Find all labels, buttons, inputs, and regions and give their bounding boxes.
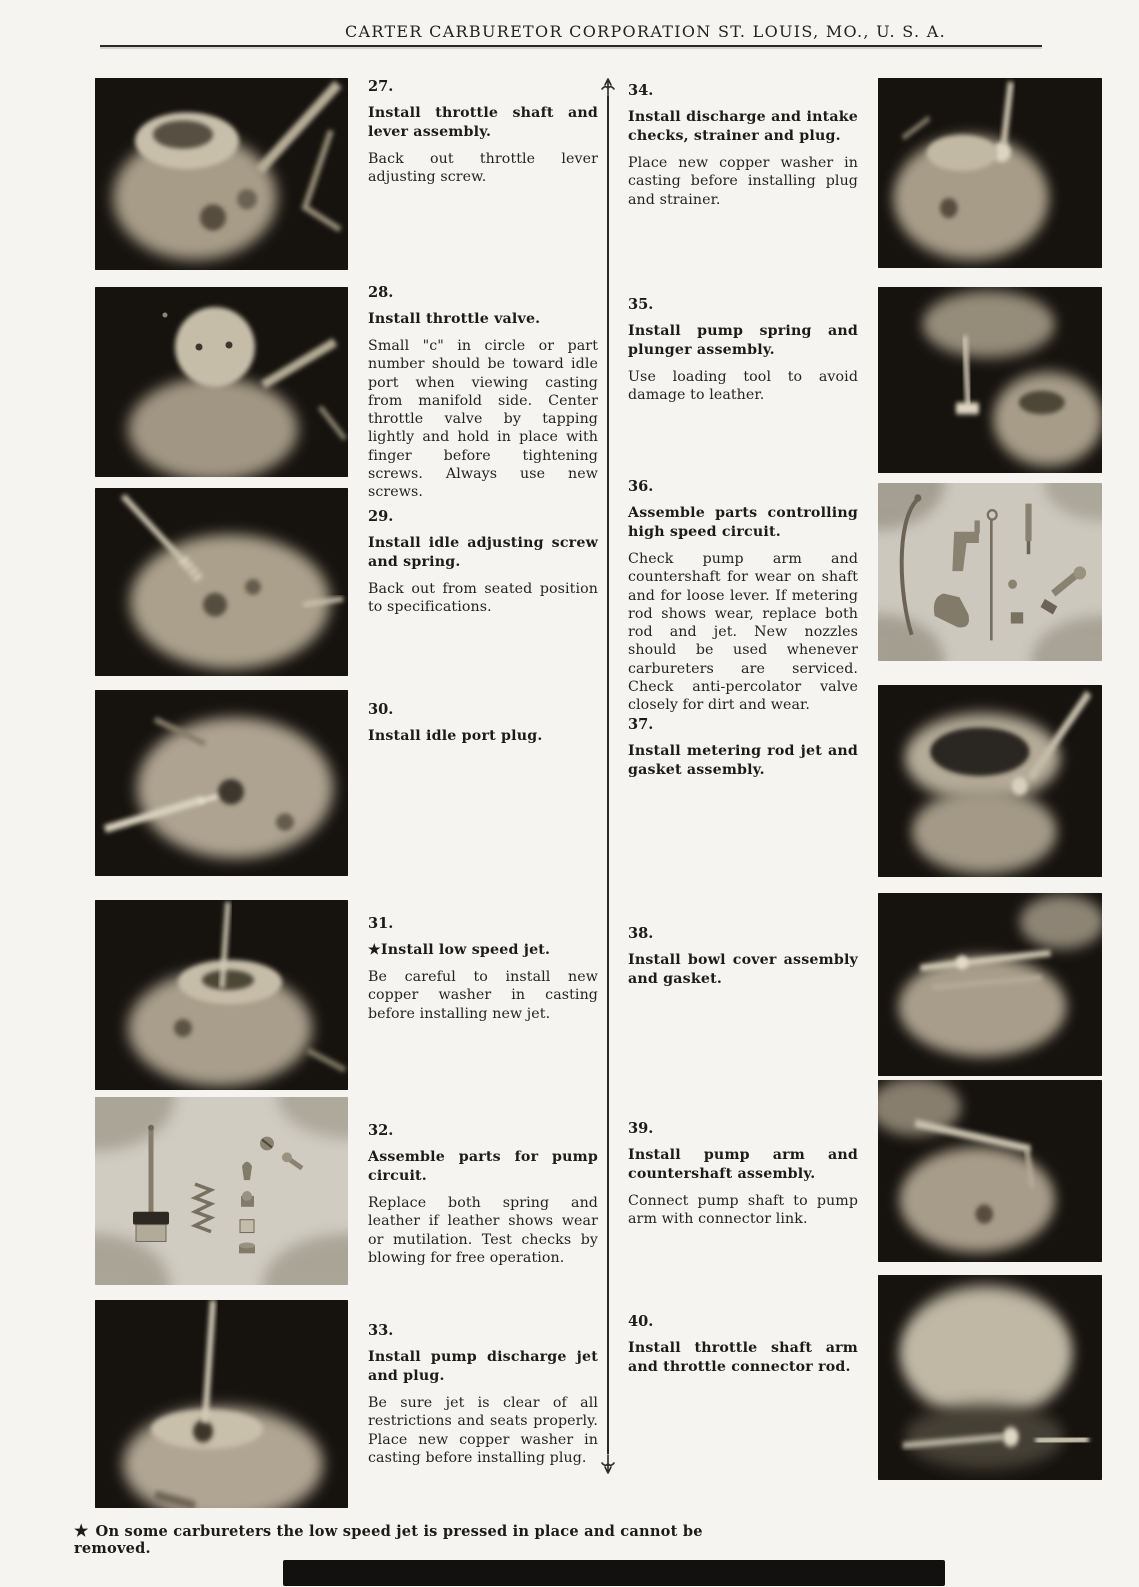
step-heading: Assemble parts controlling high speed circuit. [628,505,858,540]
column-divider [607,96,609,1454]
header-rule [100,45,1042,47]
step-28 [368,284,598,502]
carburetor-photo-icon [95,900,348,1090]
step-number: 32. [368,1122,394,1139]
carburetor-photo-icon [878,893,1102,1076]
step-body: Check pump arm and countershaft for wear on shaft and for loose lever. If metering rod shows wear, replace both rod and jet. New nozzles should be used whenever carbureters are serviced. Check anti-percolator valve closely for dirt and wear. [628,551,858,714]
step-body: Small "c" in circle or part number should be toward idle port when viewing casting from manifold side. Center throttle valve by tapping lightly and hold in place with finger before tightening screws. Always use new screws. [368,338,598,501]
step-body: Place new copper washer in casting before installing plug and strainer. [628,155,858,208]
step-number: 34. [628,82,654,99]
carburetor-photo-icon [878,287,1102,473]
step-body: Use loading tool to avoid damage to leather. [628,369,858,404]
figure-step-36 [878,483,1102,661]
figure-step-30 [95,690,348,876]
carburetor-photo-icon [878,1275,1102,1480]
step-heading: Install idle port plug. [368,728,543,744]
step-number: 30. [368,701,394,718]
step-32 [368,1122,598,1267]
step-number: 29. [368,508,394,525]
step-number: 39. [628,1120,654,1137]
step-body: Be sure jet is clear of all restrictions and seats properly. Place new copper washer in casting before installing plug. [368,1395,598,1466]
carburetor-photo-icon [878,78,1102,268]
carburetor-photo-icon [95,78,348,270]
high-speed-parts-photo-icon [878,483,1102,661]
carburetor-photo-icon [878,1080,1102,1262]
step-number: 28. [368,284,394,301]
carburetor-photo-icon [95,488,348,676]
carburetor-photo-icon [95,690,348,876]
step-heading: Install discharge and intake checks, strainer and plug. [628,109,858,144]
figure-step-31 [95,900,348,1090]
figure-step-33 [95,1300,348,1508]
step-number: 31. [368,915,394,932]
step-heading: Assemble parts for pump circuit. [368,1149,598,1184]
step-number: 27. [368,78,394,95]
step-number: 36. [628,478,654,495]
figure-step-35 [878,287,1102,473]
footnote-text: On some carbureters the low speed jet is pressed in place and cannot be removed. [74,1523,703,1557]
figure-step-34 [878,78,1102,268]
figure-step-32 [95,1097,348,1285]
step-heading: Install throttle valve. [368,311,541,327]
page-title: CARTER CARBURETOR CORPORATION ST. LOUIS, MO., U. S. A. [345,22,946,41]
footnote [74,1521,774,1557]
step-number: 35. [628,296,654,313]
step-29 [368,508,598,617]
pump-parts-photo-icon [95,1097,348,1285]
step-heading: ★Install low speed jet. [368,942,551,958]
step-body: Connect pump shaft to pump arm with connector link. [628,1193,858,1228]
figure-step-39 [878,1080,1102,1262]
figure-step-29 [95,488,348,676]
fleuron-bottom-icon [598,1454,618,1476]
carburetor-photo-icon [95,287,348,477]
step-34 [628,82,858,209]
figure-step-28 [95,287,348,477]
step-33 [368,1322,598,1467]
carburetor-photo-icon [878,685,1102,877]
step-body: Be careful to install new copper washer in casting before installing new jet. [368,969,598,1022]
step-heading: Install bowl cover assembly and gasket. [628,952,858,987]
step-39 [628,1120,858,1229]
step-heading: Install idle adjusting screw and spring. [368,535,598,570]
step-number: 33. [368,1322,394,1339]
step-35 [628,296,858,405]
step-27 [368,78,598,187]
carburetor-photo-icon [95,1300,348,1508]
step-heading: Install pump arm and countershaft assembly. [628,1147,858,1182]
step-heading: Install metering rod jet and gasket assembly. [628,743,858,778]
step-heading: Install throttle shaft and lever assembly. [368,105,598,140]
step-38 [628,925,858,997]
star-icon: ★ [74,1521,89,1540]
step-36 [628,478,858,715]
figure-step-38 [878,893,1102,1076]
step-number: 40. [628,1313,654,1330]
figure-step-40 [878,1275,1102,1480]
figure-step-37 [878,685,1102,877]
step-number: 37. [628,716,654,733]
step-37 [628,716,858,788]
step-body: Replace both spring and leather if leather shows wear or mutilation. Test checks by blowing for free operation. [368,1195,598,1266]
step-body: Back out from seated position to specifications. [368,581,598,616]
step-heading: Install throttle shaft arm and throttle connector rod. [628,1340,858,1375]
step-30 [368,701,598,754]
step-body: Back out throttle lever adjusting screw. [368,151,598,186]
figure-step-27 [95,78,348,270]
scan-artifact-bar [283,1560,945,1586]
step-heading: Install pump discharge jet and plug. [368,1349,598,1384]
step-31 [368,915,598,1023]
step-heading: Install pump spring and plunger assembly. [628,323,858,358]
step-40 [628,1313,858,1385]
fleuron-top-icon [598,76,618,98]
step-number: 38. [628,925,654,942]
